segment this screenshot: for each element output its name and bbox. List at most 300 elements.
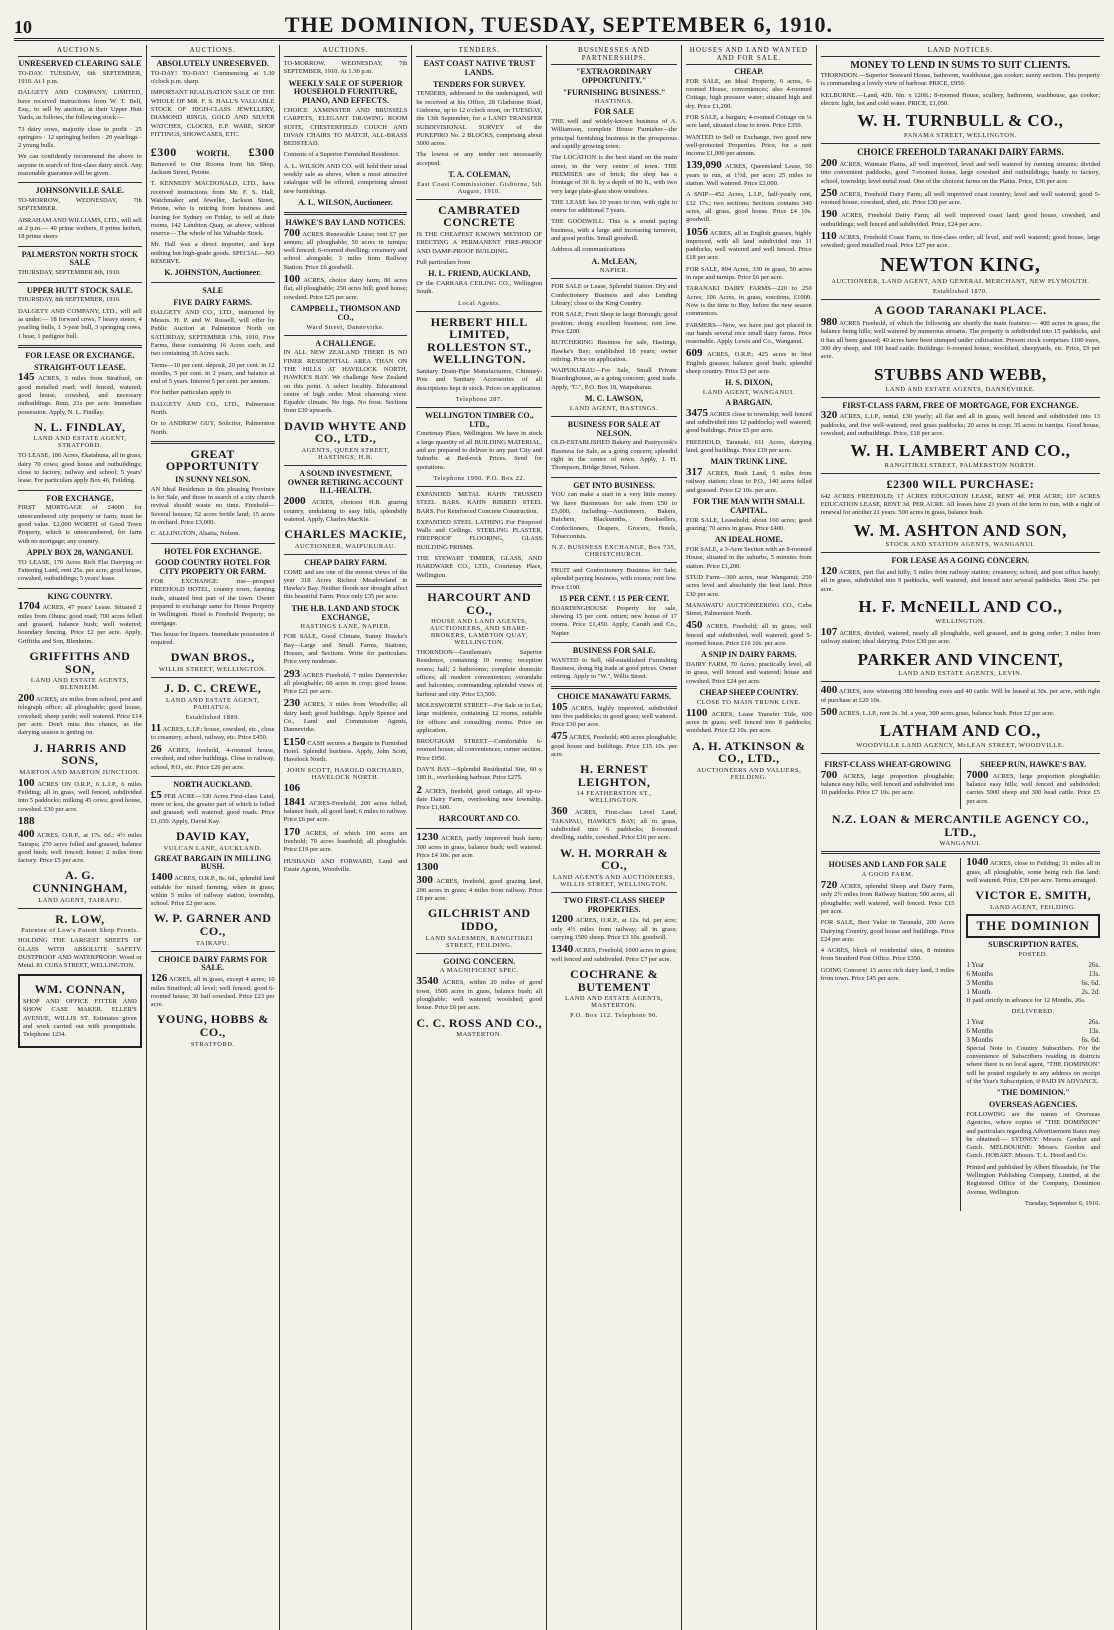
- ad-text: FARMERS—Now, we have just got placed in our hands several nice small dairy farms. Price reasonable. Apply Lewis and Co., Wanganui.: [685, 321, 812, 346]
- ad-heading: HOUSES AND LAND FOR SALE: [828, 860, 947, 870]
- ad-text: 1040 ACRES, close to Feilding; 31 miles all in grass, all ploughable, some being rich flat land; well watered. Price, £39 per acre. Terms arranged.: [966, 856, 1101, 884]
- ad-text: THURSDAY, 8th SEPTEMBER, 1910.: [18, 296, 121, 304]
- ad-heading: GOOD COUNTRY HOTEL FOR CITY PROPERTY OR FARM.: [155, 558, 271, 577]
- agent-name: DAVID KAY,: [176, 829, 250, 844]
- ad-text: 200 ACRES, six miles from school, post and telegraph office; all ploughable; good house, cowshed; sheep yards; well watered. Price £14 per acre. Don't miss this chance, as the dairying season is getting on.: [18, 692, 142, 737]
- agent-address: AUCTIONEER, LAND AGENT, AND GENERAL MERCHANT, NEW PLYMOUTH.: [831, 277, 1090, 285]
- ad-text: FOR SALE, Leasehold; about 160 acres; good grazing; 70 acres in grass. Price £400.: [685, 516, 812, 532]
- agent-name: WELLINGTON TIMBER CO., LTD.,: [424, 410, 534, 429]
- ad-text: FOR SALE or Lease, Splendid Station. Dry and Confectionery Business and also Lending Library; close to the King Country.: [551, 283, 677, 308]
- agent-name: A. H. ATKINSON & CO., LTD.,: [692, 738, 806, 766]
- ad-text: 4 ACRES, block of residential sites, 8 minutes from Stratford Post Office. Price £350.: [820, 947, 955, 963]
- ad-text: DALGETY AND COMPANY, LTD., will sell as under:— 18 forward cows, 7 heavy steers, 4 yearling bulls, 1 3-year bull, 3 springing cows, 1 boar, 1 pedigree bull.: [18, 307, 142, 340]
- agent-name: N. L. FINDLAY,: [34, 419, 126, 434]
- ad-heading: A GOOD TARANAKI PLACE.: [874, 302, 1047, 317]
- columns: [14, 45, 1104, 1630]
- delivered-label: DELIVERED.: [1011, 1007, 1055, 1015]
- subscription-heading: SUBSCRIPTION RATES.: [988, 939, 1079, 949]
- agent-address: MARTON AND MARTON JUNCTION.: [19, 768, 141, 776]
- agent-established: Established 1870.: [933, 287, 988, 295]
- ad-text: BUTCHERING Business for sale, Hastings, Hawke's Bay; established 18 years; owner retiring. Price on application.: [551, 339, 677, 363]
- ad-text: THE well and widely-known business of A. Williamson, complete House Furnisher—the principal furnishing business in the prosperous and rapidly growing town.: [551, 118, 677, 151]
- agent-name: LATHAM AND CO.,: [879, 721, 1041, 741]
- telephone: Telephone 287.: [455, 395, 503, 403]
- ad-text: 107 ACRES, divided, watered, nearly all ploughable, well grassed, and in going order; 3 miles from railway station; ideal dairying. Price £30 per acre.: [820, 625, 1100, 646]
- ad-heading: UNRESERVED CLEARING SALE: [18, 59, 142, 68]
- agent-address: LAND AGENT, FEILDING.: [990, 903, 1077, 911]
- ad-heading: K. JOHNSTON, Auctioneer.: [164, 268, 262, 278]
- ad-heading: GOING CONCERN.: [443, 956, 516, 966]
- ad-heading: £2300 WILL PURCHASE:: [886, 477, 1035, 492]
- agent-name: VICTOR E. SMITH,: [975, 888, 1092, 903]
- ad-text: MOLESWORTH STREET—For Sale or to Let, large residence, containing 12 rooms, suitable for offices and consulting rooms. Price on application.: [416, 701, 543, 734]
- ad-text: TO-DAY. TUESDAY, 6th SEPTEMBER, 1910. At 1 p.m.: [18, 69, 142, 86]
- section-header: LAND NOTICES.: [821, 45, 1100, 57]
- rate-price: 13s.: [1088, 1026, 1101, 1035]
- ad-text: BROUGHAM STREET—Comfortable 6-roomed house; all conveniences; corner section. Price £950.: [416, 738, 543, 762]
- ad-text: TO LEASE, 170 Acres Rich Flat Dairying or Fattening Land, rent 25s. per acre; good house, cowshed, outbuildings; 5 years' lease.: [18, 558, 142, 583]
- agent-name: PARKER AND VINCENT,: [857, 649, 1064, 669]
- ad-text: 73 dairy cows, majority close to profit · 25 springers · 12 springing heifers · 20 yearlings · 2 young bulls: [18, 125, 142, 150]
- agent-address: AUCTIONEER, WAIPUKURAU.: [294, 542, 397, 550]
- rate-row: [966, 1036, 1100, 1045]
- ad-heading: ABSOLUTELY UNRESERVED.: [156, 59, 269, 68]
- agent-address: LAND SALESMEN, RANGITIKEI STREET, FEILDING.: [425, 934, 533, 949]
- ad-heading: FOR THE MAN WITH SMALL CAPITAL.: [692, 497, 805, 515]
- column-auctions-2: [147, 45, 280, 1630]
- ad-text: WAIPUKURAU—For Sale, Small Private Boardinghouse, as a going concern; good trade. Apply, "C.", P.O. Box 18, Waipukurau.: [551, 367, 677, 391]
- agent-name: W. P. GARNER AND CO.,: [153, 911, 272, 939]
- ad-heading: BUSINESS FOR SALE.: [572, 646, 656, 656]
- ad-text: 120 ACRES, part flat and hilly, 5 miles from railway station; creamery, school, and post office handy; all in grass, subdivided into 9 paddocks, well watered, and fenced into several paddocks. Rent 25s. per acre.: [820, 565, 1101, 593]
- ad-text: IS THE CHEAPEST KNOWN METHOD OF ERECTING A PERMANENT FIRE-PROOF AND DAMP-PROOF BUILDING.: [416, 231, 543, 255]
- agent-address: RANGITIKEI STREET, PALMERSTON NORTH.: [884, 462, 1037, 470]
- telephone: P.O. Box 112. Telephone 90.: [570, 1012, 658, 1020]
- ad-text: IMPORTANT REALISATION SALE OF THE WHOLE OF MR. F. S. HALL'S VALUABLE STOCK OF HIGH-CLASS JEWELLERY, DIAMOND RINGS, GOLD AND SILVER WATCHES, CLOCKS, E.P. WARE, SHOP FITTINGS, SHOWCASES, ETC.: [150, 89, 275, 138]
- ad-text: STUD Farm—300 acres, near Wanganui; 250 acres level and absolutely the best land. Price £30 per acre.: [685, 573, 812, 598]
- agent-address: LAND AND ESTATE AGENTS, MASTERTON.: [565, 995, 664, 1010]
- ad-text: DALGETY AND CO., LTD., instructed by Messrs. H. P. and W. Russell, will offer by Public Auction at Palmerston North on SATURDAY, SEPTEMBER 17th, 1910, Five Farms, these containing 16 Acres each, and two containing 35 Acres each.: [150, 308, 275, 358]
- rate-period: 3 Months: [966, 978, 994, 987]
- ad-heading: IN SUNNY NELSON.: [175, 475, 251, 485]
- ad-text: 145 ACRES, 3 miles from Stratford, on good metalled road; well fenced, watered; good house, cowshed, and necessary outbuildings. Rent, 21s per acre. Immediate possession. Apply, N. L. Findlay.: [18, 371, 142, 416]
- ad-text: THURSDAY, SEPTEMBER 8th, 1910.: [18, 269, 121, 277]
- ad-text: 1400 ACRES, O.R.P., 8s. 6d., splendid land suitable for mixed farming, when in grass; within 5 miles of railway station, township, school. Price £2 per acre.: [150, 871, 275, 908]
- ad-text: 320 ACRES, L.I.P., rental, £30 yearly; all flat and all in grass, well fenced and subdivided into 13 paddocks, and five well-watered, reed grass paddocks; 20 acres in crop; 35 acres in turnips. Good house, cowshed, and outbuildings. Price, £18 per acre.: [820, 409, 1101, 437]
- ad-text: TO-DAY! TO-DAY! Commencing at 1.30 o'clock p.m. sharp.: [150, 69, 275, 86]
- two-up-ads: [821, 758, 1100, 809]
- section-header: HOUSES AND LAND WANTED AND FOR SALE.: [686, 45, 812, 65]
- ad-text: 475 ACRES, Freehold; 400 acres ploughable; good house and buildings. Price £15 10s. per acre.: [551, 730, 677, 758]
- ad-heading: FIRST-CLASS FARM, FREE OF MORTGAGE, FOR EXCHANGE.: [842, 400, 1079, 410]
- ad-text: Courtenay Place, Wellington. We have in stock a large quantity of all BUILDING MATERIAL, and are prepared to deliver to any part City and Suburbs at Bed-rock Prices. Send for quotations.: [416, 430, 543, 471]
- imprint: Printed and published by Albert Bleasdale, for The Wellington Publishing Company, Limited, at the Registered Office of the Company, Dominion Avenue, Wellington.: [966, 1163, 1101, 1196]
- ad-text: WANTED to Sell or Exchange, two good new well-protected Properties. Price, for a nett income £1,000 per annum.: [685, 133, 812, 158]
- agent-name: N.Z. LOAN & MERCANTILE AGENCY CO., LTD.,: [831, 812, 1089, 839]
- ad-text: DAIRY FARM, 70 Acres, practically level, all in grass, well fenced and watered; house and cowshed. Price £24 per acre.: [685, 661, 812, 685]
- ad-text: FOR SALE, a 3-Acre Section with an 8-roomed House, situated in the suburbs, 5 minutes from station. Price £1,200.: [685, 546, 812, 570]
- ad-heading: GET INTO BUSINESS.: [573, 480, 655, 490]
- ad-heading: FOR EXCHANGE.: [46, 493, 114, 503]
- agent-address: Local Agents.: [457, 299, 501, 307]
- ad-heading: JOHNSONVILLE SALE.: [35, 186, 125, 196]
- agent-address: MASTERTON.: [456, 1031, 503, 1039]
- rate-price: 26s.: [1088, 1017, 1101, 1026]
- ad-text: 2000 ACRES, choicest H.B. grazing country, undulating to easy hills, splendidly watered. Apply, Charles MacKie.: [283, 495, 408, 523]
- ad-text: For further particulars apply to: [150, 389, 231, 397]
- ad-text: TO-MORROW. WEDNESDAY, 7th SEPTEMBER, 1910. At 1.30 p.m.: [283, 60, 408, 76]
- ad-heading: "THE DOMINION.": [996, 1088, 1070, 1098]
- agent-name: HARCOURT AND CO.: [438, 814, 520, 824]
- agent-address: HASTINGS LANE, NAPIER.: [300, 623, 391, 631]
- column-tenders: [412, 45, 547, 1630]
- ad-text: Address all communications: [551, 246, 626, 254]
- ad-text: 2 ACRES, freehold, good cottage, all up-to-date Dairy Farm, overlooking new township. Price £1,600.: [416, 783, 543, 812]
- ad-text: 105 ACRES, highly improved, subdivided into five paddocks; in good grass; well watered. Price £30 per acre.: [551, 700, 677, 729]
- agent-name: YOUNG, HOBBS & CO.,: [156, 1012, 269, 1039]
- worth-line: £300 WORTH. £300: [150, 145, 275, 160]
- ad-text: FIRST MORTGAGE of £4000 for unencumbered city property or farm; must be good value. £2,000 WORTH of Good Town Property, which is unencumbered, for farm with no mortgage; any country.: [18, 504, 142, 545]
- ad-text: 1340 ACRES, Freehold, 1000 acres in grass; well fenced and subdivided. Price £7 per acre.: [551, 943, 677, 963]
- ad-text: 230 ACRES, 3 miles from Woodville; all dairy land; good buildings. Apply Spence and Co., Land and Commission Agents, Dannevirke.: [283, 697, 408, 734]
- ad-text: 400 ACRES, now wintering 380 breeding ewes and 40 cattle. Will be leased at 30s. per acre, with right of purchase at £20 10s.: [820, 684, 1100, 704]
- agent-address: LAND AGENT, WANGANUI.: [702, 389, 795, 397]
- rate-period: 6 Months: [966, 1026, 994, 1035]
- ad-heading: TENDERS FOR SURVEY.: [433, 79, 526, 89]
- ad-heading: A SNIP IN DAIRY FARMS.: [701, 650, 797, 660]
- agent-name: HARCOURT AND CO.,: [427, 589, 532, 617]
- ad-text: THE STEWART TIMBER, GLASS, AND HARDWARE CO., LTD., Courtenay Place, Wellington.: [416, 555, 543, 579]
- ad-heading: KING COUNTRY.: [47, 591, 113, 601]
- rate-price: 2s. 2d.: [1081, 987, 1101, 996]
- ad-text: AN Ideal Residence in this pleasing Province is for Sale, and those in search of a city church revival should waste no time. Freehold—Several houses; 52 acres fertile land; 15 acres in orchard. Price £3,000.: [150, 485, 275, 527]
- agent-address: LAND AGENT, TAIRAPU.: [38, 896, 122, 904]
- ad-text: 139,090 ACRES, Queensland Lease, 50 years to run, at 1½d. per acre; 25 miles to station. Well watered. Price £2,000.: [685, 159, 812, 188]
- agent-address: LAND AND ESTATE AGENT, PAHIATUA.: [165, 696, 260, 711]
- ad-text: FREEHOLD, Taranaki, 611 Acres, dairying land, good buildings. Price £19 per acre.: [685, 438, 812, 455]
- ad-heading: CHEAP.: [734, 67, 764, 76]
- ad-text: 1841 ACRES-Freehold, 200 acres felled, balance bush, all good land; 6 miles to railway. Price £6 per acre.: [283, 795, 408, 824]
- ad-heading: PALMERSTON NORTH STOCK SALE: [21, 249, 139, 268]
- imprint-date: Tuesday, September 6, 1910.: [1024, 1199, 1101, 1207]
- ad-text: We can confidently recommend the above to anyone in search of first-class dairy stock. Any reasonable guarantee will be given.: [18, 153, 142, 178]
- agent-name: C. C. ROSS AND CO.,: [416, 1015, 543, 1030]
- ad-text: 642 ACRES FREEHOLD; 17 ACRES EDUCATION LEASE, RENT 4d. PER ACRE; 107 ACRES EDUCATION LEASE, RENT 3d. PER ACRE. All leases have 21 years of the term to run, with a right of renewal for another 21 years. 500 acres in grass, balance bush.: [820, 492, 1101, 517]
- ad-text: 126 ACRES, all in grass, except 4 acres; 10 miles Stratford; all level; well fenced; good 6-roomed house; 30 bail cowshed. Price £23 per acre.: [150, 972, 275, 1009]
- ad-text: MANAWATU AUCTIONEERING CO., Cuba Street, Palmerston North.: [685, 601, 812, 618]
- ad-text: Terms—10 per cent. deposit, 20 per cent. in 12 months, 5 per cent. in 2 years, and balance at end of 5 years. Interest 5 per cent. per annum.: [150, 361, 275, 386]
- ad-heading: SALE: [202, 286, 224, 296]
- posted-label: POSTED.: [1018, 950, 1049, 958]
- ad-text: COME and see one of the merest views of the year 318 Acres Richest Meadowland in Hawke's Bay. Neither floods nor drought affect this beautiful Farm. Price only £35 per acre.: [283, 568, 408, 601]
- ad-heading: BUSINESS FOR SALE AT NELSON.: [567, 419, 661, 438]
- ad-text: THE GOODWILL: This is a sound paying business, with a large and increasing turnover, and good profits. Small goodwill.: [551, 218, 677, 243]
- ad-text: A. L. WILSON AND CO. will hold their usual weekly sale as above, when a most attractive catalogue will be offered, comprising almost new furnishings.: [283, 162, 408, 195]
- column-businesses: [547, 45, 682, 1630]
- ad-text: Special Note to Country Subscribers. For the convenience of Subscribers residing in districts where there is no local agent, "THE DOMINION" will be posted regularly to any address on receipt of the Year's Subscription, if PAID IN ADVANCE.: [966, 1044, 1101, 1086]
- ad-right: [960, 758, 1100, 809]
- agent-name: DAVID WHYTE AND CO., LTD.,: [284, 418, 407, 446]
- ad-text: 200 ACRES, Waimate Plains, all well improved, level and well watered by running streams; divided into convenient paddocks, good 7-roomed house, large cowshed and outbuildings; handy to factory, school, township; level metal road. One of the choicest farms on the Plains. Price, £36 per acre.: [820, 156, 1101, 185]
- ad-heading: FIVE DAIRY FARMS.: [173, 297, 252, 307]
- ad-text: EXPANDED METAL KAHN TRUSSED STEEL BARS. KAHN RIBBED STEEL BARS. For Reinforced Concrete Construction.: [416, 490, 543, 515]
- ad-text: £5 PER ACRE—330 Acres First-class Land, more or less, the greater part of which is felled and grassed; well watered; good roads. Price £1,650. Apply, David Kay.: [150, 788, 275, 825]
- ad-text: C. ALLINGTON, Alsatia, Nelson.: [150, 530, 241, 538]
- ad-text: 450 ACRES, Freehold; all in grass; well fenced and subdivided, well watered; good 5-roomed house. Price £16 10s. per acre.: [685, 619, 812, 648]
- ad-heading: CAMBRATED CONCRETE: [438, 202, 521, 230]
- ad-text: BOARDINGHOUSE Property for sale, showing 15 per cent. return; new house of 17 rooms. Price £1,450. Apply, Caruth and Co., Napier.: [551, 604, 677, 637]
- agent-address: LAND AND ESTATE AGENT, STRATFORD.: [33, 435, 127, 450]
- agent-address: STOCK AND STATION AGENTS, WANGANUI.: [885, 541, 1036, 549]
- ad-heading: "FURNISHING BUSINESS.": [562, 87, 666, 97]
- agent-address: HOUSE AND LAND AGENTS, AUCTIONEERS, AND SHARE-BROKERS, LAMBTON QUAY, WELLINGTON.: [429, 618, 529, 647]
- ad-heading: A BARGAIN.: [725, 398, 773, 408]
- column-auctions-3: [280, 45, 413, 1630]
- masthead: [14, 8, 1104, 41]
- ad-text: 26 ACRES, freehold, 4-roomed house, cowshed, and other buildings. Close to railway, school, P.O., etc. Price £26 per acre.: [150, 743, 275, 771]
- section-header: AUCTIONS.: [284, 45, 408, 57]
- agent-address: AUCTIONEERS AND VALUERS, FEILDING.: [696, 766, 802, 781]
- ad-text: FOR SALE, 804 Acres, 330 in grass, 50 acres in rape and turnips. Price £6 per acre.: [685, 265, 812, 282]
- agent-address: WILLIS STREET, WELLINGTON.: [158, 666, 267, 673]
- ad-text: T. KENNEDY MACDONALD, LTD., have received instructions from Mr. F. S. Hall, Watchmaker and Jeweller, Jackson Street, Petone, who is retiring from business and leaving for Sydney on Friday, to sell at their rooms, 142 Lambton Quay, as above, without reserve— The whole of his Valuable Stock.: [150, 180, 275, 238]
- rate-period: 1 Year: [966, 1017, 985, 1026]
- agent-name: M. C. LAWSON,: [585, 394, 644, 403]
- ad-heading: CHOICE DAIRY FARMS FOR SALE.: [158, 954, 268, 973]
- ad-text: Ties house for liquors. Immediate possession if required.: [150, 630, 275, 647]
- rate-row: [966, 988, 1100, 997]
- ad-text: £150 CASH secures a Bargain in Furnished Hotel. Splendid business. Apply, John Scott, Havelock North.: [283, 735, 408, 764]
- ad-subheading: A GOOD FARM.: [861, 871, 914, 879]
- rate-row: [966, 1027, 1100, 1036]
- ad-text: TARANAKI DAIRY FARMS—220 to 250 Acres; 106 Acres, in grass, erections, £1000. Now is the time to Buy, before the new season commences.: [685, 285, 812, 318]
- page-number: 10: [14, 17, 32, 37]
- agent-name: W. H. LAMBERT AND CO.,: [850, 441, 1071, 461]
- agent-address: N.Z. BUSINESS EXCHANGE, Box 735, CHRISTCHURCH.: [551, 544, 677, 559]
- ad-text: 110 ACRES, Freehold Coast Farm, in first-class order; all level, and well watered; good house, large cowshed; good metalled road. Price £27 per acre.: [820, 230, 1101, 250]
- ad-text: FRUIT and Confectionery Business for Sale; splendid paying business, with rooms; rent low. Price £100.: [551, 567, 677, 591]
- ad-text: HUSBAND AND FORWARD, Land and Estate Agents, Woodville.: [283, 857, 408, 873]
- agent-established: Established 1889.: [185, 713, 241, 721]
- ad-text: FOR SALE, Fruit Shop in large Borough; good position; doing excellent business; rent low. Price £200.: [551, 311, 677, 335]
- rate-price: 13s.: [1088, 969, 1101, 978]
- ad-heading: FOR LEASE AS A GOING CONCERN.: [891, 556, 1030, 566]
- dominion-title: THE DOMINION: [966, 914, 1100, 938]
- ad-left: [821, 858, 955, 1211]
- ad-heading: NORTH AUCKLAND.: [173, 780, 253, 790]
- ad-text: 300 ACRES, freehold, good grazing land, 200 acres in grass; 4 miles from railway. Price £8 per acre.: [416, 874, 543, 903]
- ad-heading: CHEAP DAIRY FARM.: [304, 557, 387, 567]
- ad-text: 400 ACRES, O.R.P., at 17s. 6d.; 4½ miles Tairapu; 270 acres felled and grassed, balance good bush; well fenced; house; 2 miles from factory. Price £5 per acre.: [18, 828, 142, 865]
- bottom-two-up: [821, 858, 1100, 1211]
- ad-text: WANTED to Sell, old-established Furnishing Business, doing big trade at good prices. Owner retiring. Apply to "W.", Willis Street.: [551, 656, 677, 681]
- ad-left: [821, 758, 955, 809]
- ad-text: 11 ACRES, L.I.P.; house, cowshed, etc., close to creamery, school, railway, etc. Price £450.: [150, 721, 275, 741]
- ad-heading: OVERSEAS AGENCIES.: [988, 1100, 1078, 1110]
- column-land-notices: [817, 45, 1104, 1630]
- column-auctions-1: [14, 45, 147, 1630]
- ad-text: 980 ACRES Freehold, of which the following are shortly the main features:— 400 acres in grass, the balance being hills; well watered by numerous streams. The property is subdivided into 15 paddocks, and it has all been grassed; 40 acres have been stumped under cultivation. Present stock comprises 1100 ewes, 300 dry sheep, and 100 head cattle. Buildings: 6-roomed house, woolshed, sheepyards, etc. Price, £9 per acre.: [820, 316, 1101, 361]
- ad-text: Sanitary Drain-Pipe Manufacturers, Chimney-Pots and Sanitary Accessories of all descriptions kept in stock. Prices on application.: [416, 368, 543, 392]
- agent-address: 14 FEATHERSTON ST., WELLINGTON.: [576, 790, 652, 805]
- agent-name: H. L. FRIEND, AUCKLAND,: [428, 269, 531, 279]
- agent-name: THE H.B. LAND AND STOCK EXCHANGE,: [291, 603, 400, 622]
- ad-text: Contents of a Superior Furnished Residence.: [283, 151, 400, 159]
- ad-text: FOR SALE, Good Climate, Sunny Hawke's Bay—Large and Small Farms, Stations, Houses, and Sections. Write for particulars. Price very moderate.: [283, 633, 408, 666]
- ad-heading: CHOICE FREEHOLD TARANAKI DAIRY FARMS.: [857, 147, 1064, 158]
- ad-text: 190 ACRES, Freehold Dairy Farm; all well improved coast land; good house, cowshed, and outbuildings; well fenced and subdivided. Price, £24 per acre.: [820, 208, 1100, 228]
- ad-heading: FIRST-CLASS WHEAT-GROWING: [824, 760, 951, 770]
- ad-text: The lowest or any tender not necessarily accepted.: [416, 151, 543, 167]
- ad-text: 1100 ACRES, Lease Transfer Title, 600 acres in grass; well fenced into 8 paddocks; woolshed. Price £2 10s. per acre.: [685, 706, 812, 735]
- ad-subheading: A MAGNIFICENT SPEC.: [439, 967, 519, 975]
- ad-heading: HOTEL FOR EXCHANGE.: [164, 546, 262, 556]
- ad-heading: AN IDEAL HOME.: [714, 535, 783, 545]
- agent-name: H. F. McNEILL AND CO.,: [858, 597, 1063, 617]
- ad-heading: WEEKLY SALE OF SUPERIOR HOUSEHOLD FURNITURE, PIANO, AND EFFECTS.: [288, 78, 403, 106]
- ad-text: OLD-ESTABLISHED Bakery and Pastrycook's Business for Sale, as a going concern; splendid right in the centre of town. Apply, J. H. Thompson, Bridge Street, Nelson.: [551, 439, 677, 472]
- ad-heading: GREAT OPPORTUNITY: [165, 446, 260, 474]
- agent-address: East Coast Commissioner. Gisborne, 5th August, 1910.: [417, 180, 542, 195]
- agent-address: NAPIER.: [599, 267, 629, 275]
- ad-text: 317 ACRES, Bush Land, 5 miles from railway station; close to P.O., 140 acres felled and grassed. Price £2 10s. per acre.: [685, 466, 812, 494]
- ad-heading: MAIN TRUNK LINE.: [710, 457, 788, 467]
- agent-name: A. G. CUNNINGHAM,: [32, 868, 128, 896]
- agent-address: Ward Street, Dannevirke.: [306, 323, 385, 331]
- agent-name: W. H. MORRAH & CO.,: [559, 845, 669, 873]
- ad-heading: UPPER HUTT STOCK SALE.: [26, 285, 133, 295]
- ad-heading: SHEEP RUN, HAWKE'S BAY.: [980, 760, 1087, 770]
- ad-heading: 15 PER CENT. ! 15 PER CENT.: [559, 594, 670, 604]
- agent-address: VULCAN LANE, AUCKLAND.: [163, 844, 262, 852]
- agent-name: CAMPBELL, THOMSON AND CO.,: [290, 303, 401, 322]
- agent-address: LAND AGENT, HASTINGS.: [569, 404, 659, 412]
- ad-heading: CHEAP SHEEP COUNTRY.: [699, 688, 799, 697]
- ad-text: GOING Concern! 15 acres rich dairy land, 3 miles from town. Price £45 per acre.: [820, 966, 955, 983]
- ad-text: 500 ACRES, L.I.P., rent 2s. 3d. a year, 300 acres grass, balance bush. Price £2 per acre.: [820, 705, 1055, 718]
- ad-text: 170 ACRES, of which 100 acres are freehold; 70 acres leasehold; all ploughable. Price £19 per acre.: [283, 825, 408, 854]
- ad-text: 1300: [416, 861, 439, 874]
- ad-text: Mr. Hall was a direct importer, and kept nothing but high-grade goods. SPECIAL—NO RESERVE.: [150, 241, 275, 266]
- ad-text: ABRAHAM AND WILLIAMS, LTD., will sell at 2 p.m.— 40 prime wethers, 8 prime heifers, 18 prime steers: [18, 216, 142, 241]
- ad-text: TO LEASE, 186 Acres, Ekatahuna, all in grass; dairy 70 cows; good house and outbuildings; close to factory, railway and school; 5 years' lease. For particulars apply Box 46, Feilding.: [18, 452, 142, 485]
- agent-address: Patentee of Low's Patent Shop Fronts.: [21, 927, 139, 935]
- agent-name: H. ERNEST LEIGHTON,: [577, 762, 651, 789]
- ad-heading: A SOUND INVESTMENT, OWNER RETIRING ACCOUNT ILL-HEALTH.: [287, 468, 404, 496]
- newspaper-title: THE DOMINION, TUESDAY, SEPTEMBER 6, 1910.: [284, 12, 834, 37]
- rate-period: 6 Months: [966, 969, 994, 978]
- agent-name: WM. CONNAN,: [34, 982, 126, 997]
- agent-name: A. McLEAN,: [591, 256, 637, 266]
- agent-address: LAND AGENTS AND AUCTIONEERS, WILLIS STREET, WELLINGTON.: [552, 873, 676, 888]
- ad-text: FOLLOWING are the names of Overseas Agencies, where copies of "THE DOMINION" and particulars regarding Advertisement Rates may be obtained:— SYDNEY: Messrs. Gordon and Gotch. MELBOURNE: Messrs. Gordon and Gotch. HOBART: Messrs. T. L. Hood and Co.: [966, 1110, 1101, 1160]
- agent-name: STUBBS AND WEBB,: [874, 364, 1047, 384]
- rate-row: [966, 979, 1100, 988]
- ad-text: A SNIP—452 Acres, L.I.P., half-yearly rent, £32 17s.; two sections; Sections contains 340 acres, all grass, good house. Price £4 10s. goodwill.: [685, 191, 812, 224]
- ad-text: 3540 ACRES, within 20 miles of good town, 1500 acres in grass, balance bush; all ploughable; well watered; woolshed; good house. Price £6 per acre.: [416, 975, 543, 1012]
- ad-text: 700 ACRES, large proportion ploughable; balance easy hills; well fenced and subdivided into 10 paddocks. Price £7 10s. per acre.: [820, 768, 955, 797]
- ad-text: The LOCATION is the best stand on the main street, in the very centre of town. THE PREMISES are of brick; the shop has a frontage of 30 ft. by a depth of 80 ft., with two very large plate-glass show windows.: [551, 154, 677, 195]
- agent-name: W. H. TURNBULL & CO.,: [857, 111, 1064, 131]
- ad-text: Removed to Our Rooms from his Shop, Jackson Street, Petone.: [150, 160, 275, 177]
- ad-heading: FOR SALE: [594, 107, 634, 117]
- agent-address: WELLINGTON.: [935, 617, 986, 625]
- ad-text: HOLDING THE LARGEST SHEETS OF GLASS WITH ABSOLUTE SAFETY. DUSTPROOF AND WATERPROOF. Wood or Metal. 81 CUBA STREET, WELLINGTON.: [18, 937, 142, 970]
- ad-text: DALGETY AND COMPANY, LIMITED, have received instructions from W. T. Bell, Esq., to sell by auction, at their Upper Hutt Yards, as follows, the following stock:—: [18, 89, 142, 122]
- agent-name: T. A. COLEMAN,: [448, 170, 511, 180]
- ad-heading: FOR LEASE OR EXCHANGE.: [25, 350, 135, 360]
- agent-address: PANAMA STREET, WELLINGTON.: [903, 132, 1017, 140]
- ad-text: YOU can make a start in a very little money. We have Businesses for sale from £50 to £5,000, including—Auctioneers, Bakers, Butchers, Blacksmiths, Booksellers, Confectioners, Drapers, Grocers, Hotels, Tobacconists.: [551, 491, 677, 540]
- ad-subheading: CLOSE TO MAIN TRUNK LINE.: [696, 698, 801, 706]
- ad-text: 1056 ACRES, all in English grasses, highly improved, with all land subdivided into 11 paddocks, well watered and well fenced. Price £18 per acre.: [685, 225, 812, 262]
- agent-address: LAND AND ESTATE AGENTS, LEVIN.: [898, 670, 1023, 678]
- agent-address: TAIRAPU.: [196, 939, 230, 947]
- ad-text: 700 ACRES Renewable Lease; rent £7 per annum; all ploughable; 50 acres in turnips; well fenced; 6-roomed dwelling; creamery and school alongside; 3 miles from Railway Station. Price £6 goodwill.: [283, 226, 408, 271]
- ad-text: 720 ACRES, splendid Sheep and Dairy Farm, only 2½ miles from Railway Station; 500 acres, all ploughable; well watered, well fenced. Price £15 per acre.: [820, 879, 955, 915]
- ad-text: 7000 ACRES, large proportion ploughable; balance easy hills; well fenced and subdivided; carries 5000 sheep and 300 head cattle. Price £5 per acre.: [966, 768, 1101, 805]
- ad-text: THORNDON.—Superior Seaward House, bathroom, washhouse, gas cooker; sunny section. This property is commanding a lovely view of harbour. PRICE, £950.: [820, 72, 1101, 88]
- ad-heading: GREAT BARGAIN IN MILLING BUSH.: [154, 853, 272, 872]
- ad-heading: TWO FIRST-CLASS SHEEP PROPERTIES.: [563, 895, 665, 914]
- ad-heading: A. L. WILSON, Auctioneer.: [298, 197, 393, 207]
- ad-text: THORNDON—Gentleman's Superior Residence, containing 10 rooms; reception rooms; hall; 2 bathrooms; complete domestic offices; all modern conveniences; verandahs and balconies, commanding splendid views of harbour and city. Price £3,500.: [416, 649, 543, 698]
- ad-text: 1704 ACRES, 47 years' Lease. Situated 2 miles from Ohura; good road; 700 acres felled and grassed, balance bush; well watered; boundary fencing. Price £2 per acre. Apply, Griffiths and Son, Blenheim.: [18, 600, 142, 645]
- agent-name: R. LOW,: [55, 911, 105, 926]
- ad-text: 609 ACRES, O.R.P.; 425 acres in best English grasses; balance good bush; splendid sheep country. Price £3 per acre.: [685, 347, 812, 375]
- ad-right: [960, 858, 1100, 1211]
- ad-heading: "EXTRAORDINARY OPPORTUNITY.": [575, 67, 653, 85]
- ad-text: TO-MORROW, WEDNESDAY, 7th SEPTEMBER.: [18, 197, 142, 213]
- agent-name: CHARLES MACKIE,: [284, 527, 407, 542]
- ad-text: Full particulars from: [416, 258, 471, 266]
- rate-period: 1 Month: [966, 987, 991, 996]
- ad-heading: A CHALLENGE.: [315, 338, 376, 348]
- ad-text: If paid strictly in advance for 12 Months, 26s.: [966, 996, 1086, 1004]
- ad-heading: CHOICE MANAWATU FARMS.: [557, 691, 671, 701]
- rate-price: 6s. 6d.: [1081, 1035, 1101, 1044]
- ad-text: Or to ANDREW GUY, Solicitor, Palmerston North.: [150, 420, 275, 436]
- ad-text: 100 ACRES ON O.R.P., 6 L.I.P., 6 miles Feilding; all in grass, well fenced, subdivided into 5 paddocks; milking 45 cows; good house, cowshed. £30 per acre.: [18, 776, 142, 813]
- agent-address: STRATFORD.: [190, 1040, 235, 1048]
- rate-row: [966, 1018, 1100, 1027]
- rate-row: [966, 970, 1100, 979]
- rates-posted: [966, 961, 1100, 997]
- ad-text: CHOICE AXMINSTER AND BRUSSELS CARPETS, ELEGANT DRAWING ROOM SUITE, CHESTERFIELD COUCH AND DIVAN CHAIRS TO MATCH, ALL-BRASS BEDSTEAD.: [283, 106, 408, 148]
- ad-subheading: HASTINGS.: [594, 98, 634, 106]
- ad-text: 1230 ACRES, partly improved bush farm; 300 acres in grass, balance bush; well watered. Price £4 10s. per acre.: [416, 831, 543, 859]
- section-header: TENDERS.: [416, 45, 542, 57]
- column-houses-wanted: [682, 45, 817, 1630]
- boxed-ad: [18, 974, 142, 1047]
- rate-period: 1 Year: [966, 960, 985, 969]
- ad-text: 188: [18, 814, 35, 827]
- ad-text: IN ALL NEW ZEALAND THERE IS NO FINER RESIDENTIAL AREA THAN ON THE HILLS AT HAVELOCK NORTH, HAWKE'S BAY. We challenge New Zealand on this point. A select locality. Educational centre of high order. Most charming view. Equable climate. No fogs. No frost. Sections from £30 upwards.: [283, 349, 408, 415]
- ad-text: KELBURNE.—Land, 42ft. 6in. x 120ft.; 8-roomed House, scullery, bathroom, washhouse, gas cooker; electric light, hot and cold water. PRICE, £1,050.: [820, 91, 1101, 107]
- ad-text: FOR SALE, a bargain, 4-roomed Cottage on ¼ acre land, situated close to town. Price £350.: [685, 113, 812, 130]
- section-header: AUCTIONS.: [151, 45, 275, 57]
- ad-text: 293 ACRES Freehold, 7 miles Dannevirke; all ploughable; 60 acres in crop; good house. Price £21 per acre.: [283, 667, 408, 696]
- ad-text: FOR SALE, Best Value in Taranaki, 200 Acres Dairying Country, good house and buildings. Price £24 per acre.: [820, 919, 955, 943]
- agent-address: WANGANUI.: [939, 840, 982, 848]
- agent-address: WOODVILLE LAND AGENCY, McLEAN STREET, WOODVILLE.: [856, 742, 1065, 750]
- ad-heading: HAWKE'S BAY LAND NOTICES.: [285, 217, 406, 227]
- ad-text: THE LEASE has 10 years to run, with right to renew for additional 7 years.: [551, 198, 677, 215]
- section-header: AUCTIONS.: [18, 45, 142, 57]
- agent-address: LAND AND ESTATE AGENTS, DANNEVIRKE.: [885, 385, 1036, 393]
- section-header: BUSINESSES AND PARTNERSHIPS.: [551, 45, 677, 65]
- telephone: Telephone 1990. P.O. Box 22.: [433, 474, 526, 482]
